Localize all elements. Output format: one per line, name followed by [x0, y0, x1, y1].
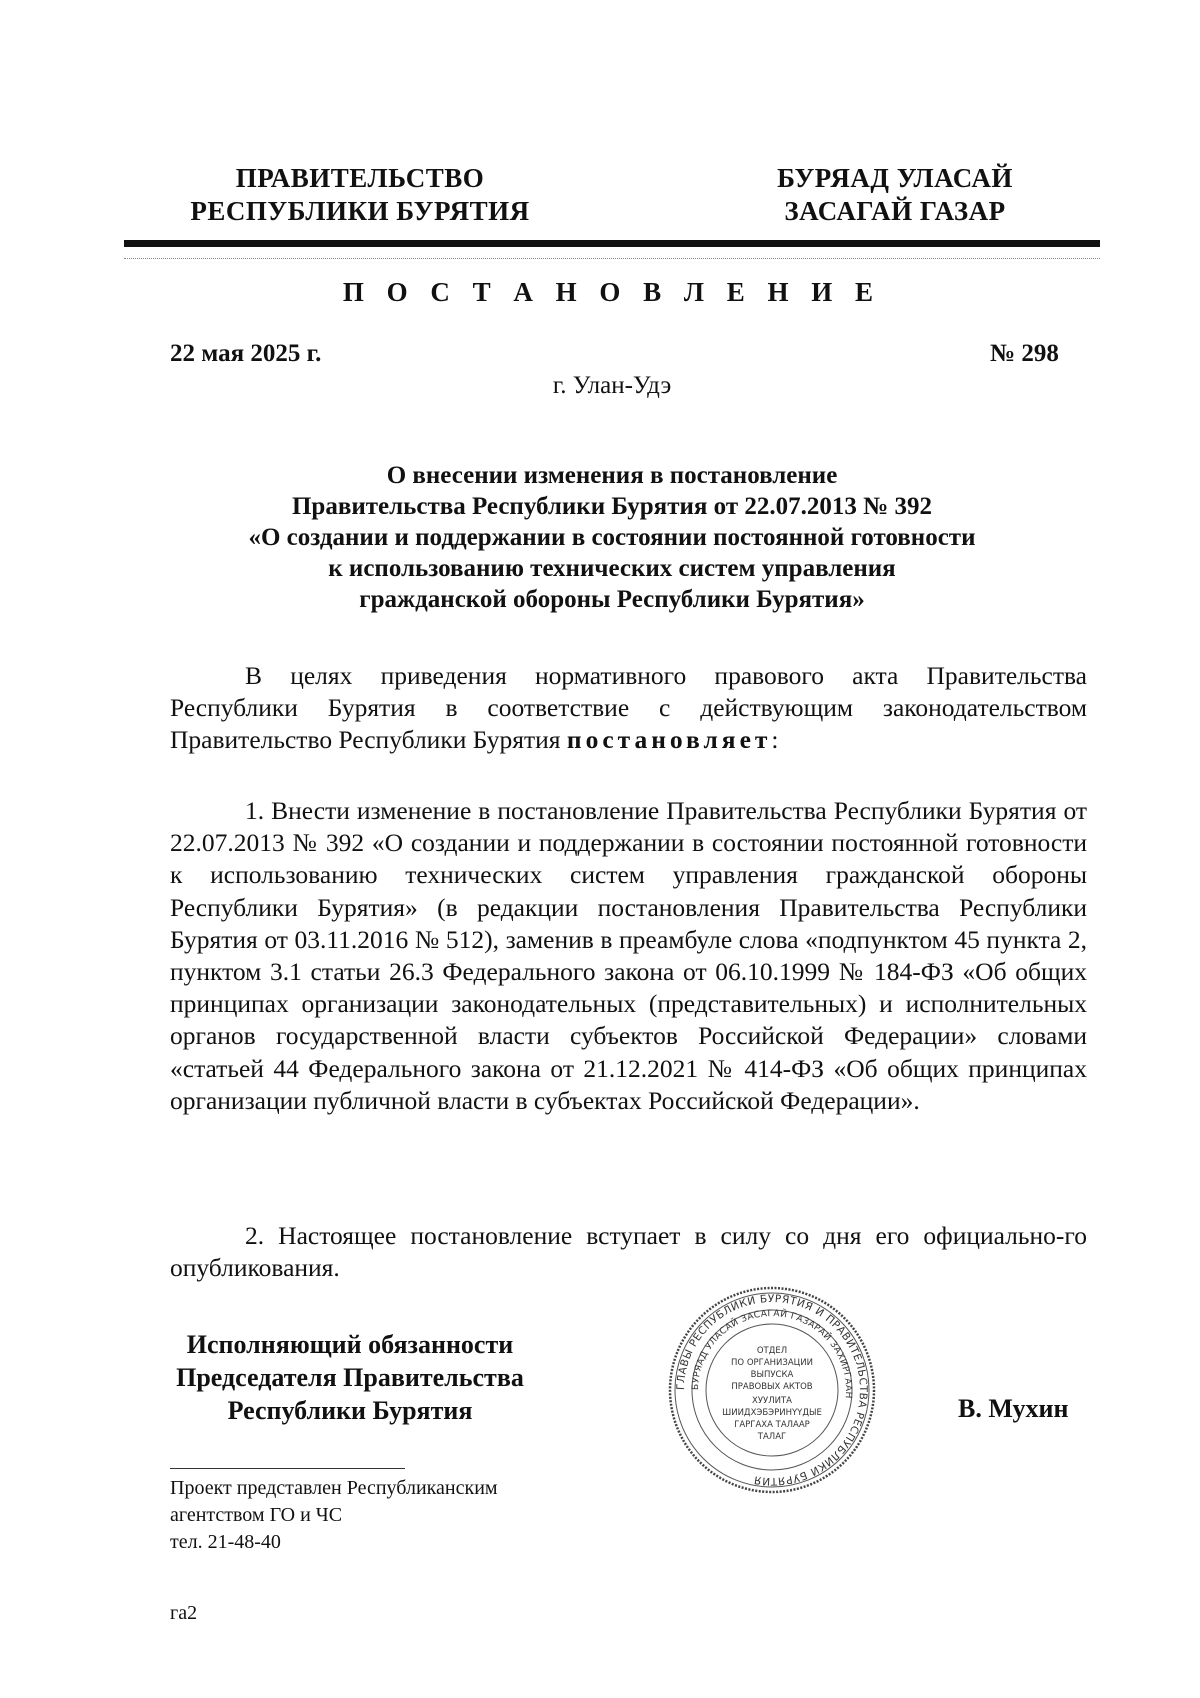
footnote-rule [170, 1468, 405, 1469]
title-line: к использованию технических систем управления [328, 555, 896, 582]
title-line: «О создании и поддержании в состоянии постоянной готовности [248, 524, 976, 551]
document-title [124, 460, 1100, 615]
stamp-center-line: ОТДЕЛ [756, 1346, 788, 1356]
stamp-center-line: ТАЛАГ [757, 1432, 787, 1442]
stamp-center-line: ХУУЛИТА [752, 1396, 792, 1406]
stamp-center-line: ГАРГАХА ТАЛААР [734, 1420, 810, 1430]
title-line: О внесении изменения в постановление [386, 462, 838, 489]
intro-text: В целях приведения нормативного правового акта Правительства Республики Бурятия в соответствие с действующим законодательством Правительство Республики Бурятия [170, 661, 1087, 755]
intro-end: : [771, 725, 779, 755]
footnote-line: тел. 21-48-40 [170, 1531, 281, 1553]
intro-keyword: постановляет [566, 725, 772, 755]
header-left [170, 162, 550, 228]
paragraph-2: 2. Настоящее постановление вступает в силу со дня его официально-го опубликования. [170, 1221, 1087, 1283]
stamp-outer-ring-text: ГЛАВЫ РЕСПУБЛИКИ БУРЯТИЯ И ПРАВИТЕЛЬСТВА РЕСПУБЛИКИ БУРЯТИЯ [674, 1292, 870, 1488]
footnote [170, 1475, 498, 1556]
stamp-center-line: ШИИДХЭБЭРИНҮҮДЫЕ [722, 1408, 822, 1418]
header-left-line: РЕСПУБЛИКИ БУРЯТИЯ [190, 196, 530, 226]
title-line: Правительства Республики Бурятия от 22.07.2013 № 392 [291, 493, 932, 520]
document-type: П О С Т А Н О В Л Е Н И Е [342, 277, 882, 307]
header-right [745, 162, 1045, 228]
header-left-line: ПРАВИТЕЛЬСТВО [235, 163, 485, 193]
signature-title-line: Республики Бурятия [227, 1396, 473, 1425]
intro-paragraph [170, 660, 1087, 757]
official-stamp [667, 1285, 877, 1495]
document-date: 22 мая 2025 г. [170, 340, 322, 367]
title-line: гражданской обороны Республики Бурятия» [359, 586, 865, 613]
paragraph-1: 1. Внести изменение в постановление Правительства Республики Бурятия от 22.07.2013 № 392 «О создании и поддержании в состоянии постоянной готовности к использованию технических систем управления гражданской обороны Республики Бурятия» (в редакции постановления Правительства Республики Бурятия от 03.11.2016 № 512), заменив в преамбуле слова «подпунктом 45 пункта 2, пунктом 3.1 статьи 26.3 Федерального закона от 06.10.1999 № 184-ФЗ «Об общих принципах организации законодательных (представительных) и исполнительных органов государственной власти субъектов Российской Федерации» словами «статьей 44 Федерального закона от 21.12.2021 № 414-ФЗ «Об общих принципах организации публичной власти в субъектах Российской Федерации». [170, 796, 1087, 1115]
footnote-line: Проект представлен Республиканским [170, 1477, 498, 1499]
stamp-inner-ring-text: БУРЯАД УЛАСАЙ ЗАСАГАЙ ГАЗАРАЙ ЗАХИРГААН [690, 1308, 854, 1400]
header-right-line: ЗАСАГАЙ ГАЗАР [784, 196, 1006, 226]
header-right-line: БУРЯАД УЛАСАЙ [777, 163, 1013, 193]
signature-title-line: Председателя Правительства [176, 1363, 524, 1392]
document-number: № 298 [990, 340, 1059, 367]
footnote-line: агентством ГО и ЧС [170, 1504, 343, 1526]
stamp-center-line: ПО ОРГАНИЗАЦИИ [731, 1358, 813, 1368]
signatory-name: В. Мухин [958, 1394, 1069, 1423]
stamp-center-line: ВЫПУСКА [750, 1370, 794, 1380]
stamp-center-line: ПРАВОВЫХ АКТОВ [731, 1382, 813, 1392]
header-rule-thin [124, 258, 1100, 259]
signature-title-line: Исполняющий обязанности [186, 1330, 514, 1359]
signature-title [150, 1328, 550, 1427]
document-city: г. Улан-Удэ [552, 372, 672, 399]
header-rule-thick [124, 240, 1100, 247]
document-code: га2 [170, 1602, 198, 1624]
